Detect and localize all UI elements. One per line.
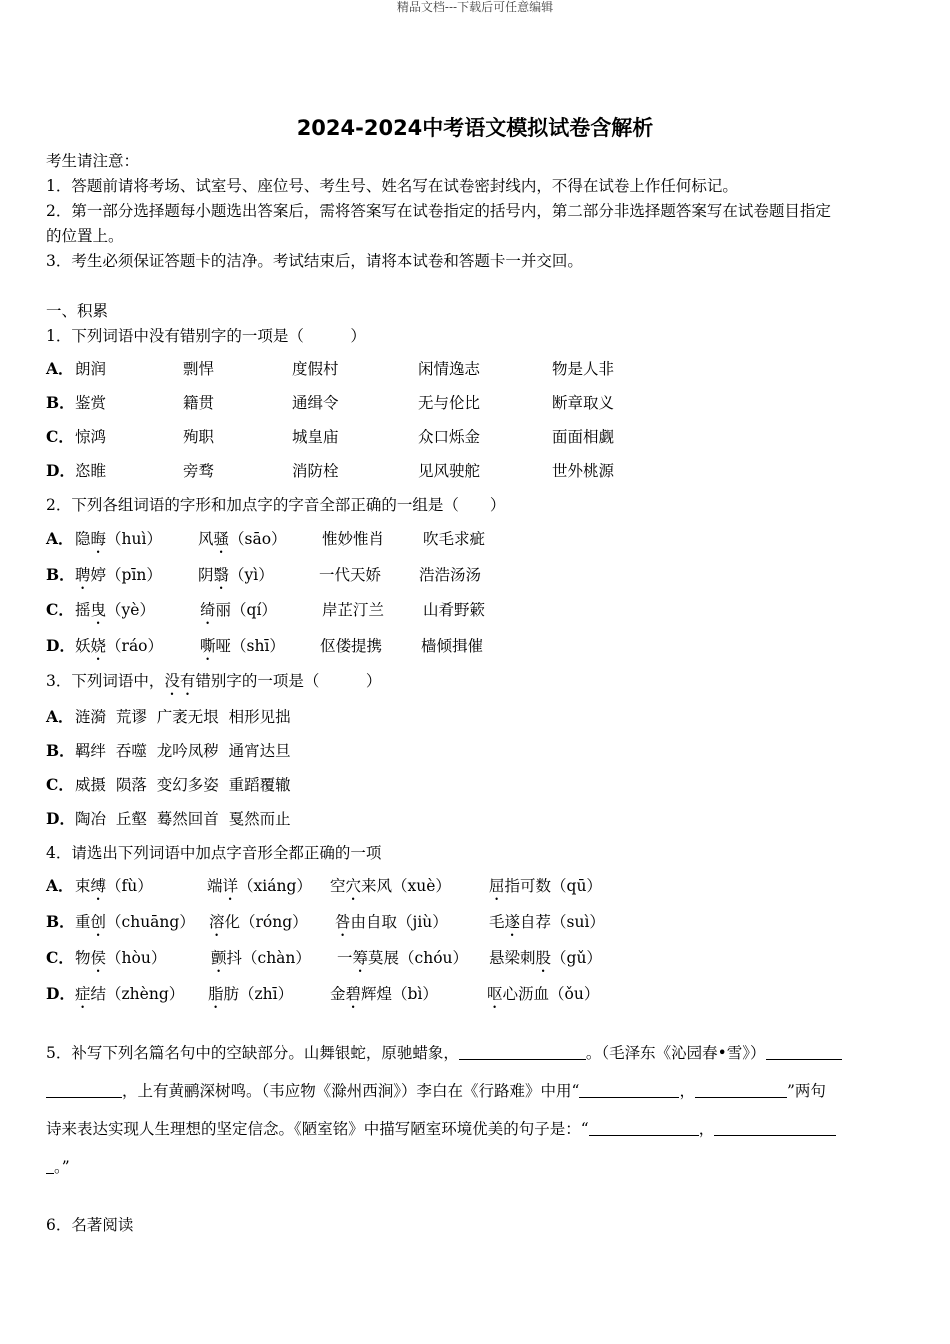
- notice-item-2-cont: 的位置上。: [46, 227, 124, 245]
- answer-blank[interactable]: [46, 1081, 122, 1098]
- option-word: 毛遂自荐（suì）: [489, 913, 605, 931]
- option-word: 众口烁金: [418, 428, 481, 446]
- option-word: 籍贯: [183, 394, 215, 412]
- option-word: 摇曳（yè）: [75, 601, 155, 619]
- option-letter: C．: [46, 948, 74, 967]
- option-letter: B．: [46, 565, 75, 584]
- option-word: 恣睢: [75, 462, 107, 480]
- answer-blank[interactable]: [589, 1119, 699, 1136]
- option-word: 浩浩汤汤: [419, 566, 482, 584]
- option-word: 世外桃源: [552, 462, 615, 480]
- option-word: 空穴来风（xuè）: [330, 877, 451, 895]
- option-word: 樯倾揖催: [421, 637, 484, 655]
- option-word: 殉职: [183, 428, 215, 446]
- option-word: 剽悍: [183, 360, 215, 378]
- option-letter: A．: [46, 876, 74, 895]
- option-word: 一筹莫展（chóu）: [337, 949, 469, 967]
- option-word: 惊鸿: [75, 428, 107, 446]
- option-word: 端详（xiáng）: [207, 877, 312, 895]
- option-letter: C．: [46, 775, 74, 794]
- answer-blank[interactable]: [766, 1043, 842, 1060]
- question-6-stem: 6．名著阅读: [46, 1216, 134, 1234]
- option-text: 陶冶 丘壑 蓦然回首 戛然而止: [75, 810, 291, 828]
- option-letter: C．: [46, 427, 74, 446]
- option-word: 聘婷（pīn）: [75, 566, 162, 584]
- question-3-stem: 3．下列词语中，没有错别字的一项是（ ）: [46, 672, 382, 690]
- notice-heading: 考生请注意：: [46, 152, 140, 170]
- option-word: 见风驶舵: [418, 462, 481, 480]
- option-word: 面面相觑: [552, 428, 615, 446]
- document-header-note: 精品文档---下载后可任意编辑: [396, 0, 554, 14]
- page-title: 2024-2024中考语文模拟试卷含解析: [296, 116, 654, 140]
- option-word: 一代天娇: [319, 566, 382, 584]
- option-letter: D．: [46, 636, 75, 655]
- answer-blank[interactable]: [46, 1157, 54, 1174]
- option-word: 朗润: [75, 360, 107, 378]
- option-word: 妖娆（ráo）: [75, 637, 164, 655]
- option-word: 隐晦（huì）: [75, 530, 162, 548]
- answer-blank[interactable]: [714, 1119, 836, 1136]
- option-word: 风骚（sāo）: [198, 530, 287, 548]
- question-5-line-2: ，上有黄鹂深树鸣。（韦应物《滁州西涧》）李白在《行路难》中用“ ， ”两句: [46, 1080, 826, 1102]
- option-word: 度假村: [292, 360, 339, 378]
- option-word: 阴翳（yì）: [198, 566, 274, 584]
- option-letter: A．: [46, 707, 74, 726]
- option-letter: A．: [46, 359, 74, 378]
- option-word: 闲情逸志: [418, 360, 481, 378]
- option-letter: B．: [46, 912, 75, 931]
- question-1-stem: 1．下列词语中没有错别字的一项是（ ）: [46, 327, 366, 345]
- option-word: 咎由自取（jiù）: [335, 913, 448, 931]
- option-word: 物是人非: [552, 360, 615, 378]
- option-letter: B．: [46, 393, 75, 412]
- notice-item-2: 2．第一部分选择题每小题选出答案后，需将答案写在试卷指定的括号内，第二部分非选择题答案写在试卷题目指定: [46, 202, 831, 220]
- option-letter: D．: [46, 984, 75, 1003]
- option-word: 鉴赏: [75, 394, 107, 412]
- option-word: 吹毛求疵: [423, 530, 486, 548]
- option-letter: C．: [46, 600, 74, 619]
- answer-blank[interactable]: [579, 1081, 679, 1098]
- option-letter: D．: [46, 809, 75, 828]
- option-word: 呕心沥血（ǒu）: [487, 985, 600, 1003]
- option-word: 消防栓: [292, 462, 339, 480]
- option-word: 伛偻提携: [320, 637, 383, 655]
- option-word: 屈指可数（qū）: [489, 877, 602, 895]
- notice-item-3: 3．考生必须保证答题卡的洁净。考试结束后，请将本试卷和答题卡一并交回。: [46, 252, 583, 270]
- answer-blank[interactable]: [459, 1043, 586, 1060]
- option-word: 断章取义: [552, 394, 615, 412]
- option-word: 物侯（hòu）: [75, 949, 167, 967]
- option-word: 通缉令: [292, 394, 339, 412]
- option-word: 束缚（fù）: [75, 877, 153, 895]
- option-word: 无与伦比: [418, 394, 481, 412]
- option-word: 金碧辉煌（bì）: [330, 985, 438, 1003]
- option-word: 悬梁刺股（gǔ）: [489, 949, 602, 967]
- option-word: 山肴野簌: [423, 601, 486, 619]
- option-word: 城皇庙: [292, 428, 339, 446]
- option-text: 涟漪 荒谬 广袤无垠 相形见拙: [75, 708, 291, 726]
- option-word: 重创（chuāng）: [75, 913, 195, 931]
- question-5-line-4: 。”: [46, 1156, 70, 1178]
- question-5-line-1: 5．补写下列名篇名句中的空缺部分。山舞银蛇，原驰蜡象， 。（毛泽东《沁园春•雪》）: [46, 1042, 842, 1064]
- option-word: 旁骛: [183, 462, 215, 480]
- notice-item-1: 1．答题前请将考场、试室号、座位号、考生号、姓名写在试卷密封线内，不得在试卷上作任何标记。: [46, 177, 738, 195]
- option-letter: B．: [46, 741, 75, 760]
- option-word: 脂肪（zhī）: [208, 985, 294, 1003]
- option-word: 岸芷汀兰: [322, 601, 385, 619]
- option-letter: D．: [46, 461, 75, 480]
- question-5-line-3: 诗来表达实现人生理想的坚定信念。《陋室铭》中描写陋室环境优美的句子是：“ ，: [46, 1118, 836, 1140]
- answer-blank[interactable]: [695, 1081, 787, 1098]
- option-text: 威摄 陨落 变幻多姿 重蹈覆辙: [75, 776, 291, 794]
- option-word: 惟妙惟肖: [322, 530, 385, 548]
- question-2-stem: 2．下列各组词语的字形和加点字的字音全部正确的一组是（ ）: [46, 496, 506, 514]
- option-word: 嘶哑（shī）: [200, 637, 285, 655]
- section-heading: 一、积累: [46, 302, 109, 320]
- option-text: 羁绊 吞噬 龙吟凤秽 通宵达旦: [75, 742, 291, 760]
- option-word: 绮丽（qí）: [200, 601, 277, 619]
- option-word: 颤抖（chàn）: [211, 949, 311, 967]
- option-letter: A．: [46, 529, 74, 548]
- option-word: 溶化（róng）: [209, 913, 308, 931]
- question-4-stem: 4．请选出下列词语中加点字音形全都正确的一项: [46, 844, 382, 862]
- option-word: 症结（zhèng）: [75, 985, 185, 1003]
